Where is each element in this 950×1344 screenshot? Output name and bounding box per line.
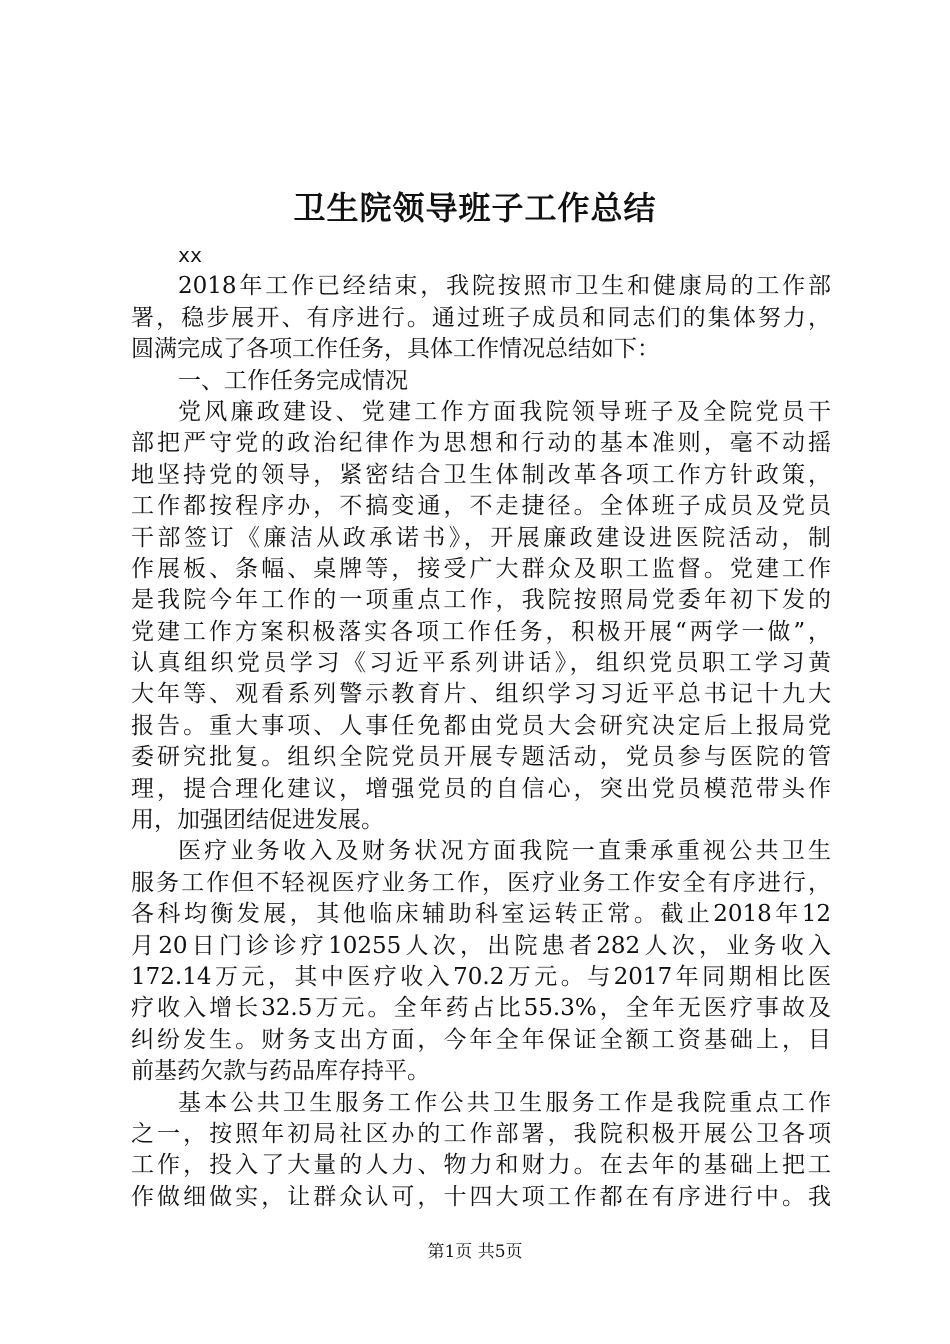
page-number-footer: 第1页 共5页 [427, 1242, 523, 1262]
paragraph-line: 2018年工作已经结束，我院按照市卫生和健康局的工作部 [178, 273, 831, 300]
paragraph-line: 委研究批复。组织全院党员开展专题活动，党员参与医院的管 [131, 744, 831, 771]
paragraph-line: 报告。重大事项、人事任免都由党员大会研究决定后上报局党 [131, 712, 831, 739]
paragraph-line: 部把严守党的政治纪律作为思想和行动的基本准则，毫不动摇 [131, 430, 831, 457]
paragraph-line: 是我院今年工作的一项重点工作，我院按照局党委年初下发的 [131, 587, 831, 614]
document-title: 卫生院领导班子工作总结 [293, 189, 657, 227]
paragraph-line: 各科均衡发展，其他临床辅助科室运转正常。截止2018年12 [131, 901, 831, 928]
paragraph-line: 疗收入增长32.5万元。全年药占比55.3%，全年无医疗事故及 [131, 995, 831, 1022]
document-body [131, 240, 831, 1213]
paragraph-line: 署，稳步展开、有序进行。通过班子成员和同志们的集体努力， [131, 304, 831, 331]
paragraph-line: 基本公共卫生服务工作公共卫生服务工作是我院重点工作 [178, 1089, 831, 1116]
paragraph-line: 地坚持党的领导，紧密结合卫生体制改革各项工作方针政策， [131, 461, 831, 488]
paragraph-line: 党建工作方案积极落实各项工作任务，积极开展“两学一做”， [131, 618, 831, 645]
paragraph-line: 工作都按程序办，不搞变通，不走捷径。全体班子成员及党员 [131, 493, 831, 520]
paragraph-line: 圆满完成了各项工作任务，具体工作情况总结如下： [131, 336, 660, 363]
paragraph-line: 理，提合理化建议，增强党员的自信心，突出党员模范带头作 [131, 775, 831, 802]
paragraph-line: 纠纷发生。财务支出方面，今年全年保证全额工资基础上，目 [131, 1026, 831, 1053]
paragraph-line: 月20日门诊诊疗10255人次，出院患者282人次，业务收入 [131, 932, 831, 959]
paragraph-line: 党风廉政建设、党建工作方面我院领导班子及全院党员干 [178, 398, 831, 425]
author-line: xx [178, 243, 203, 267]
paragraph-line: 干部签订《廉洁从政承诺书》，开展廉政建设进医院活动，制 [131, 524, 831, 551]
section-heading: 一、工作任务完成情况 [178, 367, 408, 394]
paragraph-line: 大年等、观看系列警示教育片、组织学习习近平总书记十九大 [131, 681, 831, 708]
paragraph-line: 用，加强团结促进发展。 [131, 807, 384, 834]
paragraph-line: 作做细做实，让群众认可，十四大项工作都在有序进行中。我 [131, 1183, 831, 1210]
paragraph-line: 作展板、条幅、桌牌等，接受广大群众及职工监督。党建工作 [131, 555, 831, 582]
paragraph-line: 医疗业务收入及财务状况方面我院一直秉承重视公共卫生 [178, 838, 831, 865]
paragraph-line: 之一，按照年初局社区办的工作部署，我院积极开展公卫各项 [131, 1120, 831, 1147]
paragraph-line: 服务工作但不轻视医疗业务工作，医疗业务工作安全有序进行， [131, 869, 831, 896]
paragraph-line: 认真组织党员学习《习近平系列讲话》，组织党员职工学习黄 [131, 650, 831, 677]
paragraph-line: 172.14万元，其中医疗收入70.2万元。与2017年同期相比医 [131, 963, 831, 990]
paragraph-line: 工作，投入了大量的人力、物力和财力。在去年的基础上把工 [131, 1152, 831, 1179]
paragraph-line: 前基药欠款与药品库存持平。 [131, 1058, 430, 1085]
